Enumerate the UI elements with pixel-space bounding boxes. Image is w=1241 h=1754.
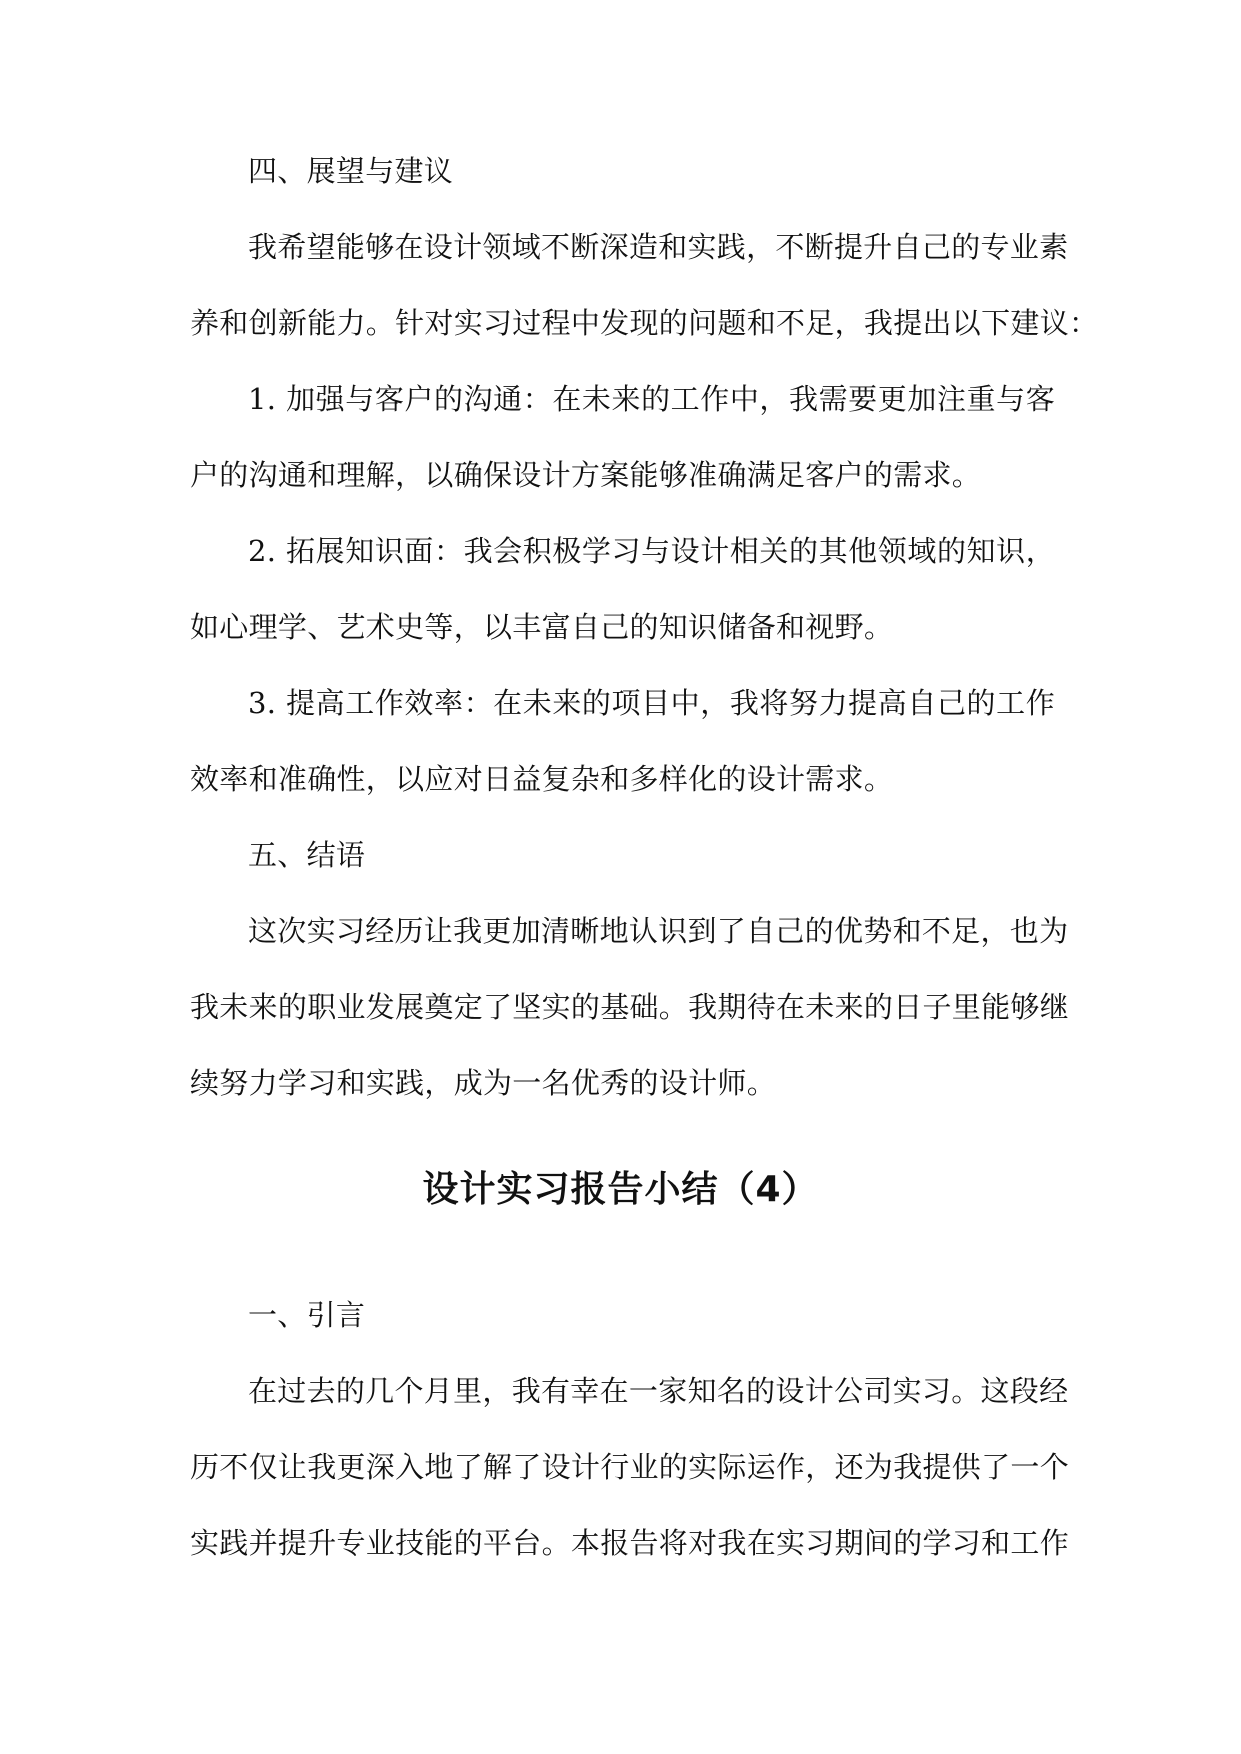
paragraph-line: 养和创新能力。针对实习过程中发现的问题和不足，我提出以下建议： — [190, 306, 1099, 340]
paragraph-line: 实践并提升专业技能的平台。本报告将对我在实习期间的学习和工作 — [190, 1526, 1070, 1560]
paragraph-line: 我希望能够在设计领域不断深造和实践，不断提升自己的专业素 — [248, 230, 1069, 264]
paragraph-line: 历不仅让我更深入地了解了设计行业的实际运作，还为我提供了一个 — [190, 1450, 1070, 1484]
section-heading-conclusion: 五、结语 — [248, 838, 366, 872]
section-heading-introduction: 一、引言 — [248, 1298, 366, 1332]
paragraph-line: 这次实习经历让我更加清晰地认识到了自己的优势和不足，也为 — [248, 914, 1069, 948]
section-heading-outlook: 四、展望与建议 — [248, 154, 454, 188]
report-title: 设计实习报告小结（4） — [422, 1169, 819, 1210]
list-item-3-line-1: 3. 提高工作效率：在未来的项目中，我将努力提高自己的工作 — [248, 686, 1055, 720]
list-item-1-line-1: 1. 加强与客户的沟通：在未来的工作中，我需要更加注重与客 — [248, 382, 1055, 416]
list-item-3-line-2: 效率和准确性，以应对日益复杂和多样化的设计需求。 — [190, 762, 894, 796]
list-item-2-line-2: 如心理学、艺术史等，以丰富自己的知识储备和视野。 — [190, 610, 894, 644]
paragraph-line: 我未来的职业发展奠定了坚实的基础。我期待在未来的日子里能够继 — [190, 990, 1070, 1024]
paragraph-line: 续努力学习和实践，成为一名优秀的设计师。 — [190, 1066, 777, 1100]
list-item-1-line-2: 户的沟通和理解，以确保设计方案能够准确满足客户的需求。 — [190, 458, 982, 492]
paragraph-line: 在过去的几个月里，我有幸在一家知名的设计公司实习。这段经 — [248, 1374, 1069, 1408]
list-item-2-line-1: 2. 拓展知识面：我会积极学习与设计相关的其他领域的知识， — [248, 534, 1055, 568]
